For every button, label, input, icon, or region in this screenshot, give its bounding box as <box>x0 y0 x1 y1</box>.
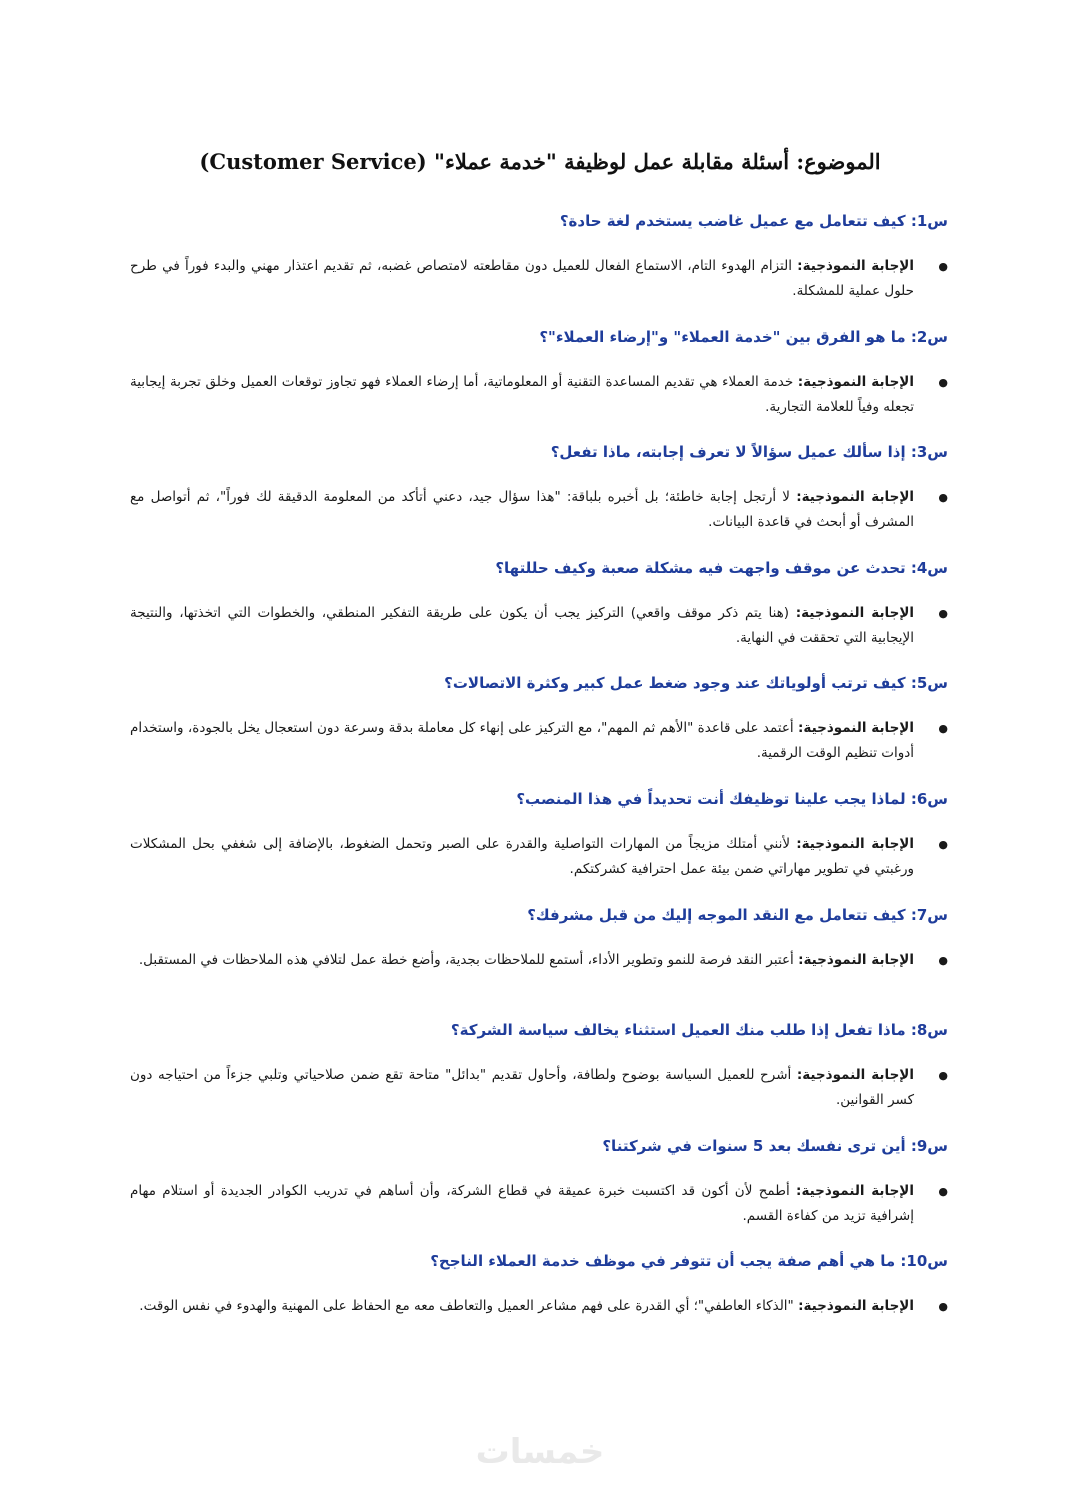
question-heading: س6: لماذا يجب علينا توظيفك أنت تحديداً في هذا المنصب؟ <box>516 789 948 808</box>
answer-body: أعتمد على قاعدة "الأهم ثم المهم"، مع التركيز على إنهاء كل معاملة بدقة وسرعة دون استعجال يخل بالجودة، واستخدام أدوات تنظيم الوقت الرقمية. <box>130 720 914 762</box>
bullet-icon: ● <box>938 375 948 389</box>
bullet-icon: ● <box>938 1184 948 1198</box>
question-heading: س7: كيف تتعامل مع النقد الموجه إليك من قبل مشرفك؟ <box>527 905 948 924</box>
qa-item <box>130 1013 948 1129</box>
question-heading: س2: ما هو الفرق بين "خدمة العملاء" و"إرضاء العملاء"؟ <box>539 327 948 346</box>
answer-bullet <box>130 948 948 973</box>
answer-body: أشرح للعميل السياسة بوضوح ولطافة، وأحاول تقديم "بدائل" متاحة تقع ضمن صلاحياتي وتلبي جزءاً من احتياجه دون كسر القوانين. <box>130 1067 914 1109</box>
watermark-logo: خمسات <box>475 1432 605 1472</box>
answer-text <box>130 832 914 882</box>
answer-body: لا أرتجل إجابة خاطئة؛ بل أخبره بلباقة: "هذا سؤال جيد، دعني أتأكد من المعلومة الدقيقة لك فوراً"، ثم أتواصل مع المشرف أو أبحث في قاعدة البيانات. <box>130 489 914 531</box>
answer-label: الإجابة النموذجية: <box>795 604 915 621</box>
answer-body: أعتبر النقد فرصة للنمو وتطوير الأداء، أستمع للملاحظات بجدية، وأضع خطة عمل لتلافي هذه الملاحظات في المستقبل. <box>138 951 794 968</box>
answer-label: الإجابة النموذجية: <box>796 1067 914 1084</box>
question-heading: س8: ماذا تفعل إذا طلب منك العميل استثناء يخالف سياسة الشركة؟ <box>450 1021 948 1040</box>
question-heading: س4: تحدث عن موقف واجهت فيه مشكلة صعبة وكيف حللتها؟ <box>495 558 948 577</box>
bullet-icon: ● <box>938 1069 948 1083</box>
answer-bullet <box>130 254 948 304</box>
document-title: الموضوع: أسئلة مقابلة عمل لوظيفة "خدمة عملاء" (Customer Service) <box>199 149 881 174</box>
answer-label: الإجابة النموذجية: <box>796 489 914 506</box>
answer-body: "الذكاء العاطفي"؛ أي القدرة على فهم مشاعر العميل والتعاطف معه مع الحفاظ على المهنية والهدوء في نفس الوقت. <box>139 1298 794 1315</box>
answer-body: التزام الهدوء التام، الاستماع الفعال للعميل دون مقاطعته لامتصاص غضبه، ثم تقديم اعتذار مهني والبدء فوراً في طرح حلول عملية للمشكلة. <box>130 258 914 299</box>
answer-bullet <box>130 601 948 651</box>
answer-text <box>130 601 914 651</box>
answer-body: (هنا يتم ذكر موقف واقعي) التركيز يجب أن يكون على طريقة التفكير المنطقي، والخطوات التي اتخذتها، والنتيجة الإيجابية التي تحققت في النهاية. <box>130 604 914 646</box>
question-heading: س9: أين ترى نفسك بعد 5 سنوات في شركتنا؟ <box>602 1136 948 1155</box>
question-heading: س3: إذا سألك عميل سؤالاً لا تعرف إجابته، ماذا تفعل؟ <box>550 443 948 462</box>
bullet-icon: ● <box>938 606 948 620</box>
question-heading: س5: كيف ترتب أولوياتك عند وجود ضغط عمل كبير وكثرة الاتصالات؟ <box>444 674 948 693</box>
qa-item <box>130 320 948 436</box>
answer-text <box>130 485 914 535</box>
answer-label: الإجابة النموذجية: <box>796 1182 914 1199</box>
question-heading: س1: كيف تتعامل مع عميل غاضب يستخدم لغة حادة؟ <box>559 212 948 230</box>
bullet-icon: ● <box>938 837 948 851</box>
answer-label: الإجابة النموذجية: <box>798 720 914 737</box>
answer-text <box>130 948 914 973</box>
answer-text <box>130 370 914 420</box>
answer-body: أطمح لأن أكون قد اكتسبت خبرة عميقة في قطاع الشركة، وأن أساهم في تدريب الكوادر الجديدة أو استلام مهام إشرافية تزيد من كفاءة القسم. <box>130 1182 914 1224</box>
qa-item <box>130 204 948 320</box>
qa-item <box>130 551 948 667</box>
qa-item <box>130 1244 948 1360</box>
answer-text <box>130 716 914 766</box>
answer-bullet <box>130 370 948 420</box>
answer-bullet <box>130 1063 948 1113</box>
qa-item <box>130 782 948 898</box>
bullet-icon: ● <box>938 722 948 736</box>
qa-item <box>130 435 948 551</box>
bullet-icon: ● <box>938 953 948 967</box>
answer-bullet <box>130 716 948 766</box>
answer-text <box>130 1179 914 1229</box>
qa-item <box>130 1129 948 1245</box>
answer-text <box>130 1063 914 1113</box>
qa-list <box>130 204 948 1360</box>
answer-label: الإجابة النموذجية: <box>797 258 914 274</box>
answer-text <box>130 254 914 304</box>
question-heading: س10: ما هي أهم صفة يجب أن تتوفر في موظف خدمة العملاء الناجح؟ <box>430 1252 948 1271</box>
bullet-icon: ● <box>938 260 948 273</box>
answer-bullet <box>130 832 948 882</box>
answer-label: الإجابة النموذجية: <box>798 951 914 968</box>
bullet-icon: ● <box>938 1300 948 1314</box>
qa-item <box>130 666 948 782</box>
answer-label: الإجابة النموذجية: <box>796 835 914 852</box>
answer-body: لأنني أمتلك مزيجاً من المهارات التواصلية والقدرة على الصبر وتحمل الضغوط، بالإضافة إلى شغفي بحل المشكلات ورغبتي في تطوير مهاراتي ضمن بيئة عمل احترافية كشركتكم. <box>130 835 914 877</box>
answer-body: خدمة العملاء هي تقديم المساعدة التقنية أو المعلوماتية، أما إرضاء العملاء فهو تجاوز توقعات العميل وخلق تجربة إيجابية تجعله وفياً للعلامة التجارية. <box>130 373 914 415</box>
answer-bullet <box>130 1294 948 1319</box>
answer-label: الإجابة النموذجية: <box>797 373 914 390</box>
answer-bullet <box>130 485 948 535</box>
bullet-icon: ● <box>938 491 948 505</box>
answer-bullet <box>130 1179 948 1229</box>
qa-item <box>130 898 948 1014</box>
answer-label: الإجابة النموذجية: <box>798 1298 914 1315</box>
answer-text <box>130 1294 914 1319</box>
